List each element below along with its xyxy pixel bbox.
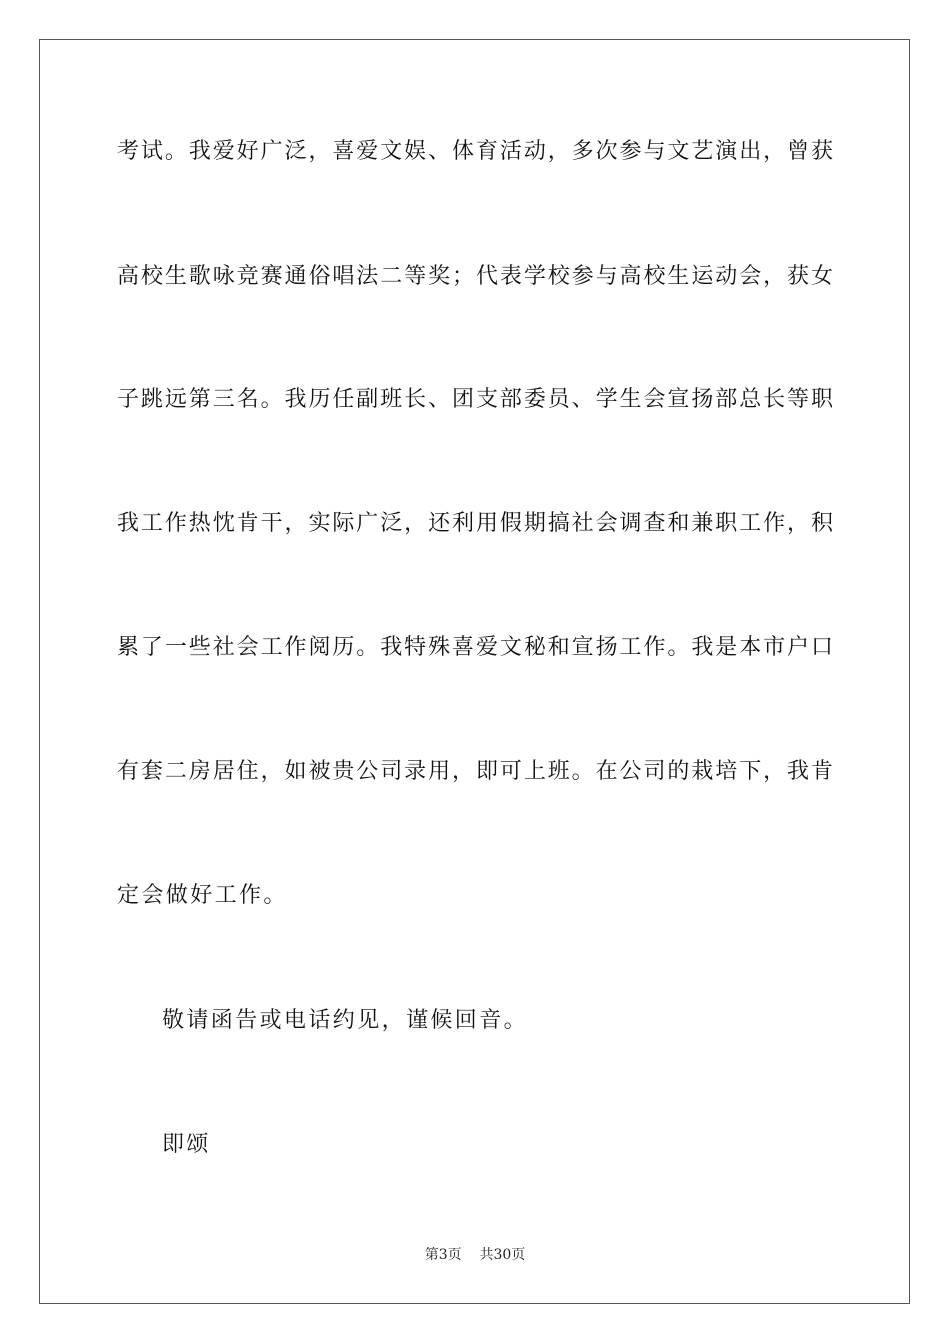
body-line-2: 高校生歌咏竞赛通俗唱法二等奖；代表学校参与高校生运动会，获女 (117, 264, 833, 289)
page-number: 第3页 (424, 1247, 462, 1263)
body-line-5: 累了一些社会工作阅历。我特殊喜爱文秘和宣扬工作。我是本市户口 (117, 635, 833, 660)
body-line-7: 定会做好工作。 (117, 883, 288, 908)
body-line-4: 我工作热忱肯干，实际广泛，还利用假期搞社会调查和兼职工作，积 (117, 511, 833, 536)
page-border (39, 39, 910, 1304)
body-line-3: 子跳远第三名。我历任副班长、团支部委员、学生会宣扬部总长等职 (117, 387, 833, 412)
closing-request: 敬请函告或电话约见，谨候回音。 (162, 1008, 529, 1033)
body-line-1: 考试。我爱好广泛，喜爱文娱、体育活动，多次参与文艺演出，曾获 (117, 139, 833, 164)
page-total: 共30页 (479, 1247, 526, 1263)
salutation: 即颂 (162, 1132, 211, 1157)
body-line-6: 有套二房居住，如被贵公司录用，即可上班。在公司的栽培下，我肯 (117, 759, 833, 784)
page-footer (0, 1246, 950, 1264)
